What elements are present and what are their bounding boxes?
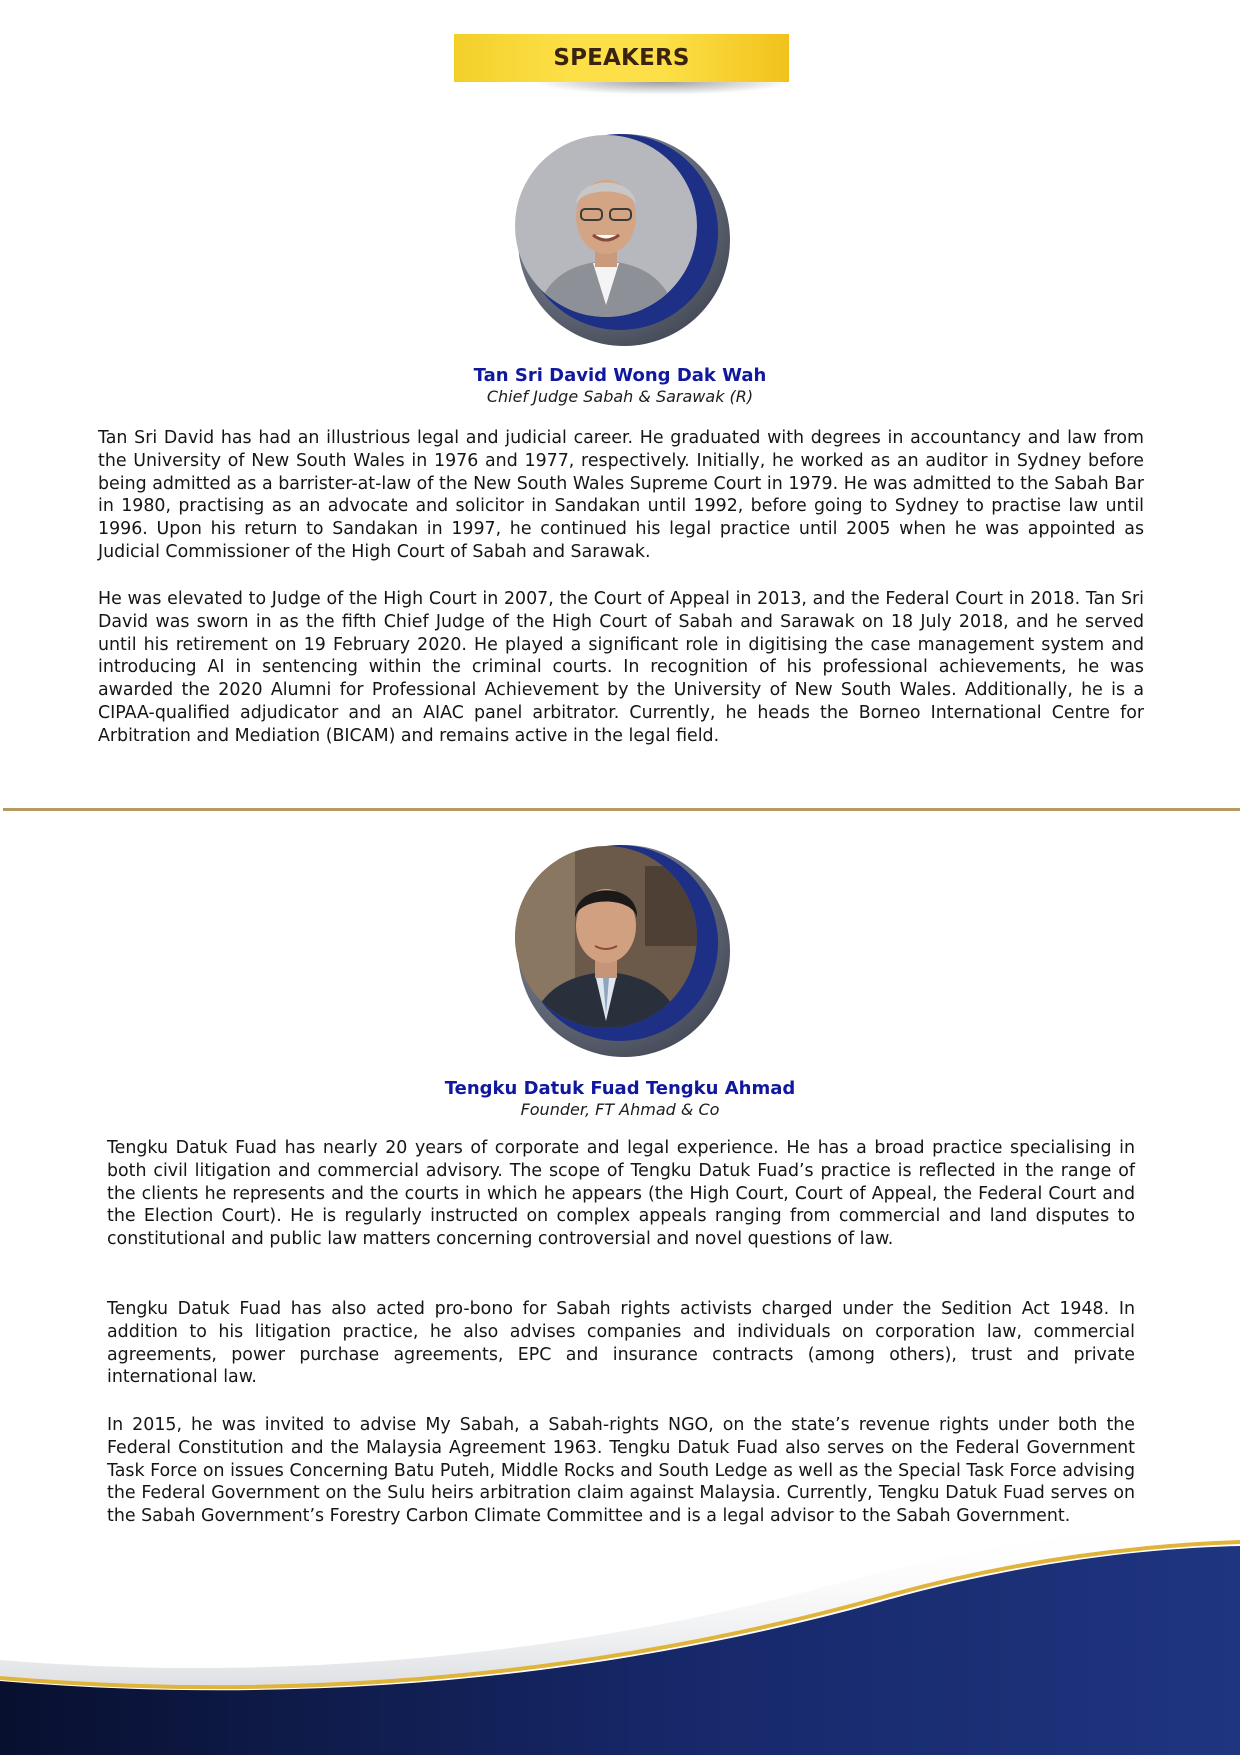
speaker-2-name: Tengku Datuk Fuad Tengku Ahmad <box>444 1078 796 1099</box>
speaker-1-bio-paragraph-2: He was elevated to Judge of the High Court in 2007, the Court of Appeal in 2013, and the Federal Court in 2018. Tan Sri David was sworn in as the fifth Chief Judge of the High Court of Sabah and Sarawak on 18 July 2018, and he served until his retirement on 19 February 2020. He played a significant role in digitising the case management system and introducing AI in sentencing within the criminal courts. In recognition of his professional achievements, he was awarded the 2020 Alumni for Professional Achievement by the University of New South Wales. Additionally, he is a CIPAA-qualified adjudicator and an AIAC panel arbitrator. Currently, he heads the Borneo International Centre for Arbitration and Mediation (BICAM) and remains active in the legal field. <box>98 589 1144 746</box>
banner-shadow <box>454 82 789 108</box>
speakers-banner <box>454 34 789 82</box>
speaker-2-role: Founder, FT Ahmad & Co <box>520 1100 720 1119</box>
speaker-1-role: Chief Judge Sabah & Sarawak (R) <box>486 387 754 406</box>
speaker-1-name: Tan Sri David Wong Dak Wah <box>473 365 767 386</box>
page-title: SPEAKERS <box>553 45 690 71</box>
speaker-2-bio-paragraph-3: In 2015, he was invited to advise My Sabah, a Sabah-rights NGO, on the state’s revenue rights under both the Federal Constitution and the Malaysia Agreement 1963. Tengku Datuk Fuad also serves on the Federal Government Task Force on issues Concerning Batu Puteh, Middle Rocks and South Ledge as well as the Special Task Force advising the Federal Government on the Sulu heirs arbitration claim against Malaysia. Currently, Tengku Datuk Fuad serves on the Sabah Government’s Forestry Carbon Climate Committee and is a legal advisor to the Sabah Government. <box>107 1415 1135 1527</box>
section-divider <box>3 808 1240 811</box>
speaker-2-portrait <box>510 837 735 1062</box>
speaker-2-photo <box>515 846 697 1028</box>
speaker-2-photo-illustration <box>515 846 697 1028</box>
speaker-2-bio-paragraph-1: Tengku Datuk Fuad has nearly 20 years of corporate and legal experience. He has a broad practice specialising in both civil litigation and commercial advisory. The scope of Tengku Datuk Fuad’s practice is reflected in the range of the clients he represents and the courts in which he appears (the High Court, Court of Appeal, the Federal Court and the Election Court). He is regularly instructed on complex appeals ranging from commercial and land disputes to constitutional and public law matters concerning controversial and novel questions of law. <box>107 1138 1135 1250</box>
footer-wave-decoration <box>0 1500 1240 1755</box>
speaker-1-bio-paragraph-1: Tan Sri David has had an illustrious legal and judicial career. He graduated with degrees in accountancy and law from the University of New South Wales in 1976 and 1977, respectively. Initially, he worked as an auditor in Sydney before being admitted as a barrister-at-law of the New South Wales Supreme Court in 1979. He was admitted to the Sabah Bar in 1980, practising as an advocate and solicitor in Sandakan until 1992, before going to Sydney to practise law until 1996. Upon his return to Sandakan in 1997, he continued his legal practice until 2005 when he was appointed as Judicial Commissioner of the High Court of Sabah and Sarawak. <box>98 428 1144 562</box>
speaker-1-photo-illustration <box>515 135 697 317</box>
speaker-1-portrait <box>510 126 735 351</box>
speaker-1-photo <box>515 135 697 317</box>
speaker-2-bio-paragraph-2: Tengku Datuk Fuad has also acted pro-bono for Sabah rights activists charged under the Sedition Act 1948. In addition to his litigation practice, he also advises companies and individuals on corporation law, commercial agreements, power purchase agreements, EPC and insurance contracts (among others), trust and private international law. <box>107 1299 1135 1388</box>
